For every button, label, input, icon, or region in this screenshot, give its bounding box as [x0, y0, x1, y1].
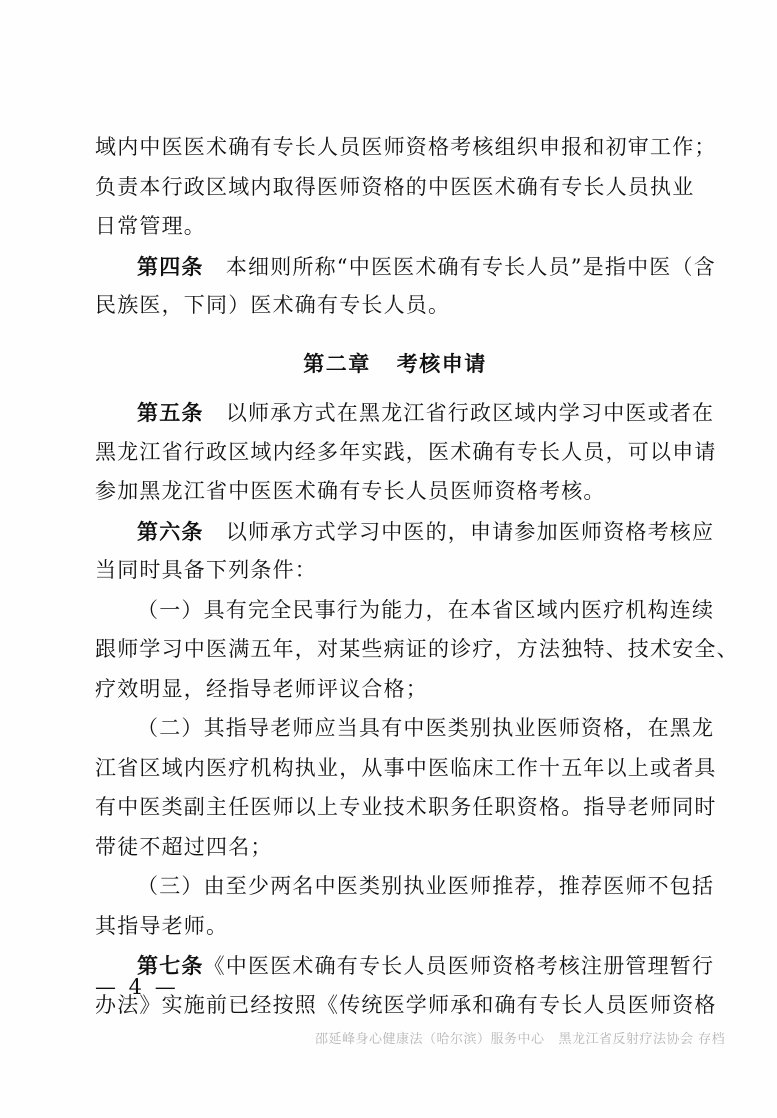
text-line: 有中医类副主任医师以上专业技术职务任职资格。指导老师同时: [95, 795, 717, 819]
article-heading: 第四条: [137, 253, 204, 279]
watermark-right: 黑龙江省反射疗法协会 存档: [558, 1032, 726, 1047]
text-line: 参加黑龙江省中医医术确有专长人员医师资格考核。: [95, 479, 606, 503]
watermark-left: 邵延峰身心健康法（哈尔滨）服务中心: [315, 1032, 545, 1047]
article-text: 以师承方式在黑龙江省行政区域内学习中医或者在: [225, 401, 715, 425]
text-line: （三）由至少两名中医类别执业医师推荐，推荐医师不包括: [137, 874, 715, 898]
text-line: 疗效明显，经指导老师评议合格；: [95, 676, 428, 701]
chapter-number: 第二章: [303, 350, 371, 376]
article-5: [95, 393, 715, 433]
text-line: 跟师学习中医满五年，对某些病证的诊疗，方法独特、技术安全、: [95, 637, 739, 661]
chapter-title: 考核申请: [396, 350, 487, 376]
text-line: 江省区域内医疗机构执业，从事中医临床工作十五年以上或者具: [95, 755, 717, 780]
text-line: 负责本行政区域内取得医师资格的中医医术确有专长人员执业: [95, 174, 695, 199]
text-line: 日常管理。: [95, 214, 206, 238]
chapter-heading: [95, 344, 695, 384]
text-line: （二）其指导老师应当具有中医类别执业医师资格，在黑龙: [137, 716, 715, 740]
article-text: 本细则所称“中医医术确有专长人员”是指中医（含: [225, 254, 716, 279]
text-line: 民族医，下同）医术确有专长人员。: [95, 293, 451, 317]
article-heading: 第七条: [137, 953, 204, 978]
article-7: [95, 946, 715, 986]
article-heading: 第五条: [137, 400, 204, 425]
article-6: [95, 512, 715, 552]
article-text: 以师承方式学习中医的，申请参加医师资格考核应: [225, 519, 715, 544]
text-line: 办法》实施前已经按照《传统医学师承和确有专长人员医师资格: [95, 992, 717, 1017]
article-4: [95, 247, 716, 287]
archive-watermark: [315, 1028, 725, 1047]
article-heading: 第六条: [137, 518, 204, 544]
page-number: — 4 —: [95, 975, 179, 999]
document-body: [95, 128, 739, 1025]
text-line: 域内中医医术确有专长人员医师资格考核组织申报和初审工作；: [95, 135, 717, 159]
text-line: （一）具有完全民事行为能力，在本省区域内医疗机构连续: [137, 597, 715, 622]
text-line: 带徒不超过四名；: [95, 834, 273, 859]
text-line: 当同时具备下列条件：: [95, 558, 317, 582]
text-line: 黑龙江省行政区域内经多年实践，医术确有专长人员，可以申请: [95, 439, 717, 464]
text-line: 其指导老师。: [95, 913, 229, 938]
article-text: 《中医医术确有专长人员医师资格考核注册管理暂行: [203, 954, 715, 978]
